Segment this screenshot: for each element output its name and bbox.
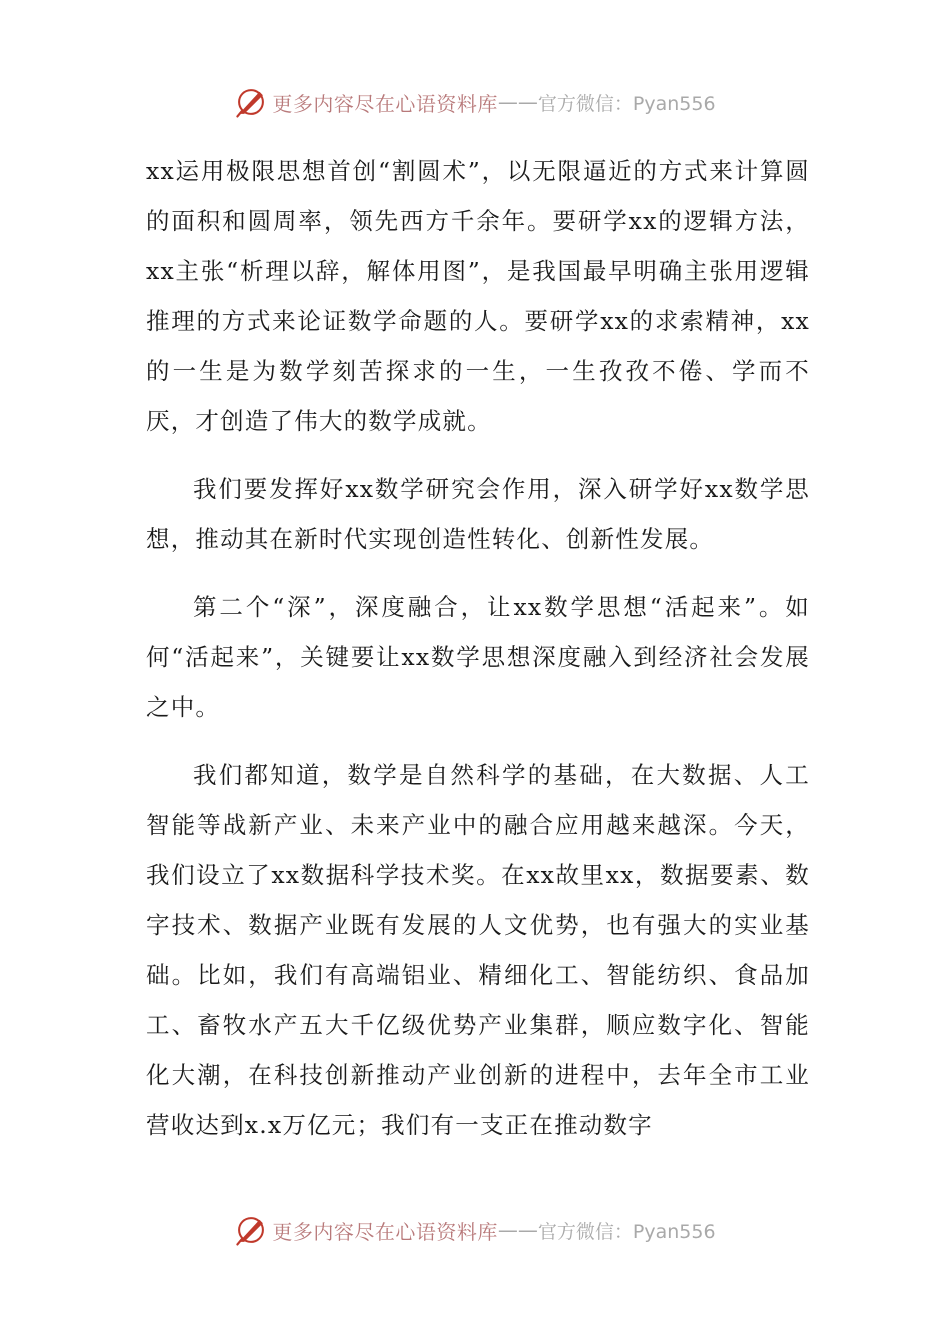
- quill-pen-circle-icon: [234, 85, 268, 119]
- quill-pen-circle-icon: [234, 1213, 268, 1247]
- header-watermark: [0, 80, 950, 124]
- watermark-brand-text: 更多内容尽在心语资料库: [272, 91, 498, 116]
- paragraph-1: xx运用极限思想首创“割圆术”，以无限逼近的方式来计算圆的面积和圆周率，领先西方千余年。要研学xx的逻辑方法，xx主张“析理以辞，解体用图”，是我国最早明确主张用逻辑推理的方式来论证数学命题的人。要研学xx的求索精神，xx的一生是为数学刻苦探求的一生，一生孜孜不倦、学而不厌，才创造了伟大的数学成就。: [146, 157, 810, 435]
- document-body: [146, 146, 810, 1168]
- paragraph-3: 第二个“深”，深度融合，让xx数学思想“活起来”。如何“活起来”，关键要让xx数学思想深度融入到经济社会发展之中。: [146, 593, 810, 721]
- watermark-separator: ——: [497, 1218, 538, 1242]
- watermark-wechat-text: 官方微信：Pyan556: [537, 1220, 716, 1243]
- watermark-wechat-text: 官方微信：Pyan556: [537, 92, 716, 115]
- paragraph-4: 我们都知道，数学是自然科学的基础，在大数据、人工智能等战新产业、未来产业中的融合应用越来越深。今天，我们设立了xx数据科学技术奖。在xx故里xx，数据要素、数字技术、数据产业既有发展的人文优势，也有强大的实业基础。比如，我们有高端铝业、精细化工、智能纺织、食品加工、畜牧水产五大千亿级优势产业集群，顺应数字化、智能化大潮，在科技创新推动产业创新的进程中，去年全市工业营收达到x.x万亿元；我们有一支正在推动数字: [146, 761, 810, 1139]
- paragraph-2: 我们要发挥好xx数学研究会作用，深入研学好xx数学思想，推动其在新时代实现创造性转化、创新性发展。: [146, 475, 810, 553]
- footer-watermark: [0, 1208, 950, 1252]
- watermark-separator: ——: [497, 90, 538, 114]
- watermark-brand-text: 更多内容尽在心语资料库: [272, 1219, 498, 1244]
